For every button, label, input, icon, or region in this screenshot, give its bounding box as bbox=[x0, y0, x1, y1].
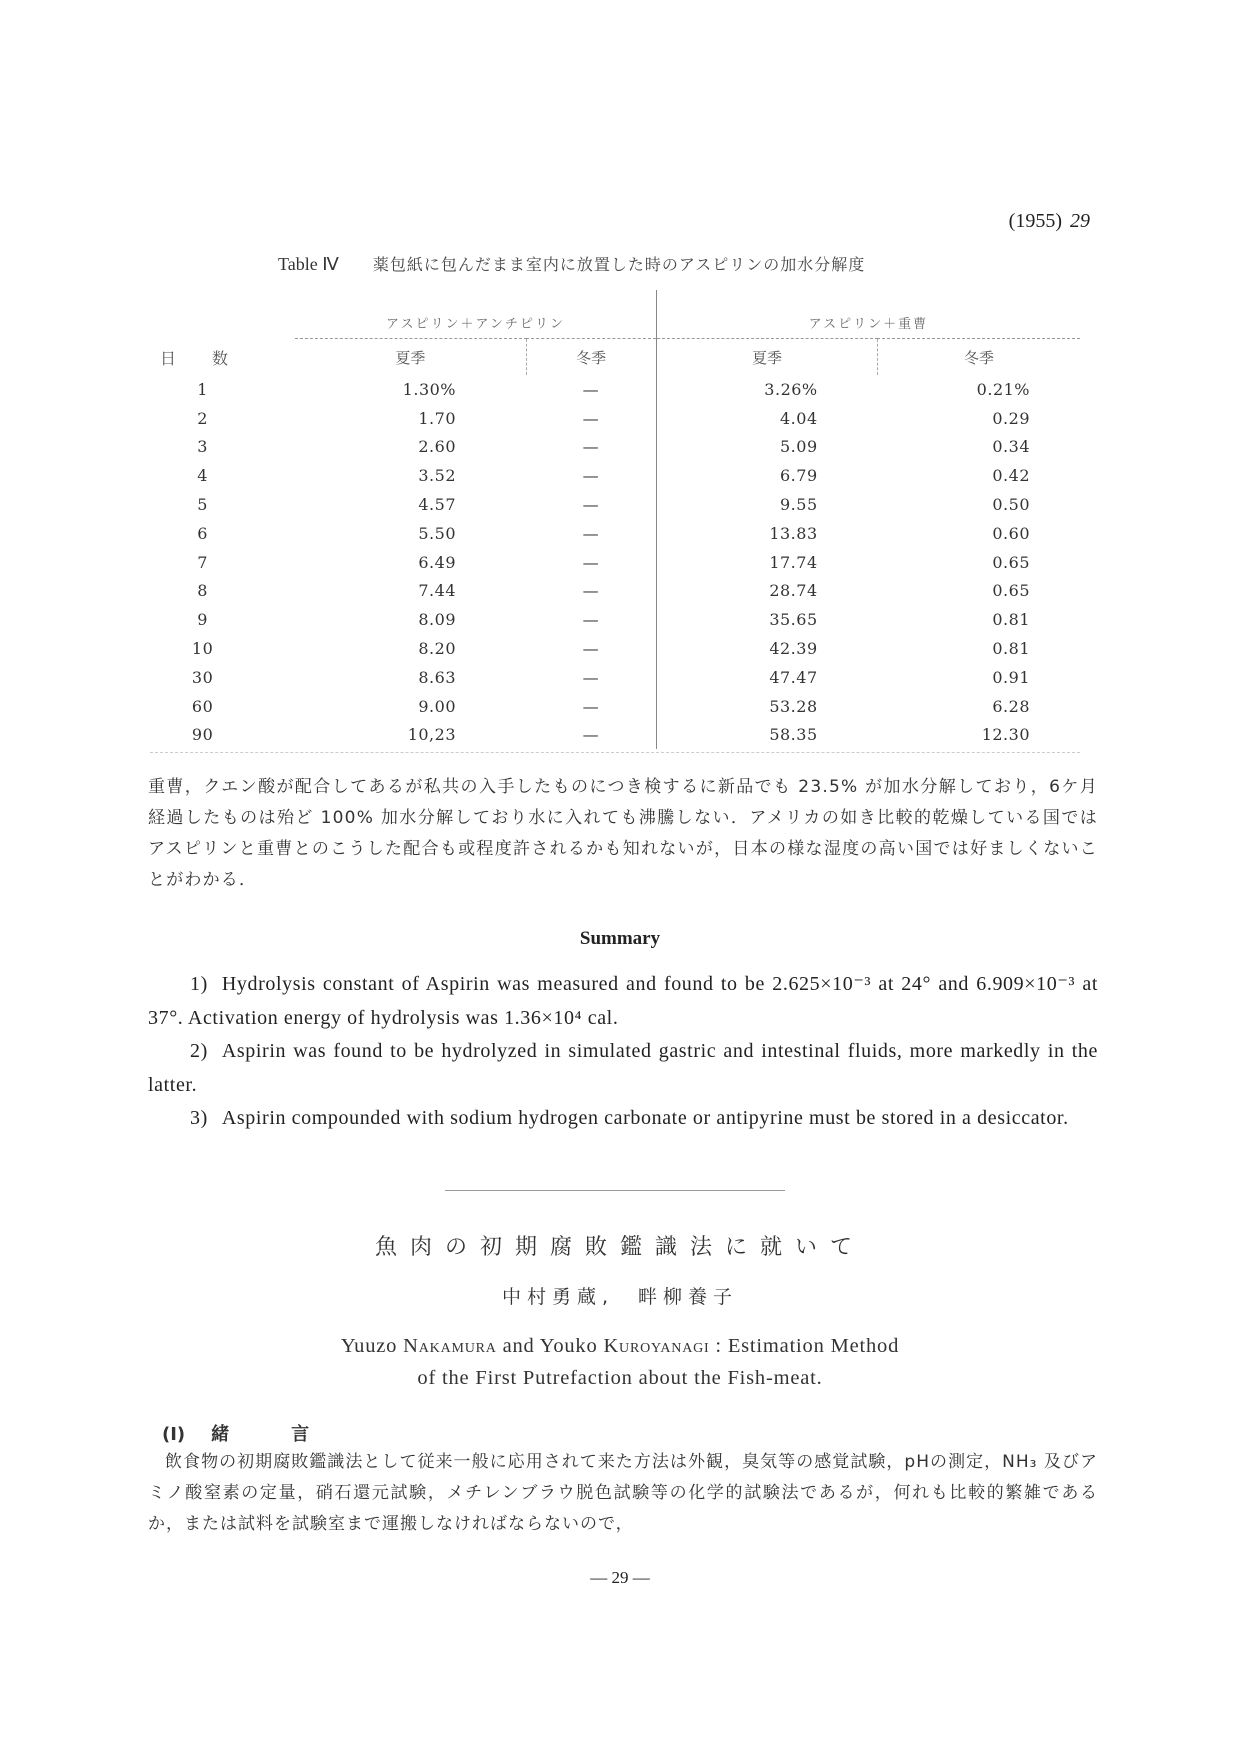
group-header-bicarbonate: アスピリン＋重曹 bbox=[656, 290, 1080, 339]
value-cell: — bbox=[582, 610, 600, 630]
summary-item bbox=[148, 1102, 1098, 1136]
article-title-en-line: of the First Putrefaction about the Fish-meat. bbox=[417, 1367, 823, 1389]
author-surname: Nakamura bbox=[403, 1335, 497, 1357]
table-row bbox=[150, 692, 1080, 721]
value-cell: — bbox=[582, 379, 600, 399]
article-title-en-line bbox=[0, 1330, 1240, 1362]
value-cell: 4.04 bbox=[656, 404, 877, 433]
value-cell: 10,23 bbox=[407, 725, 456, 745]
section-heading bbox=[162, 1420, 371, 1446]
summary-item bbox=[148, 1035, 1098, 1102]
value-cell: 17.74 bbox=[656, 548, 877, 577]
value-cell: 28.74 bbox=[656, 577, 877, 606]
value-cell: — bbox=[582, 696, 600, 716]
table-caption-text: 薬包紙に包んだまま室内に放置した時のアスピリンの加水分解度 bbox=[372, 255, 866, 274]
value-cell: — bbox=[582, 725, 600, 745]
summary-item-text: Hydrolysis constant of Aspirin was measured and found to be 2.625×10⁻³ at 24° and 6.909×10⁻³ at 37°. Activation energy of hydrolysis was 1.36×10⁴ cal. bbox=[148, 973, 1098, 1029]
value-cell: 9.55 bbox=[656, 490, 877, 519]
value-cell: — bbox=[582, 466, 600, 486]
author-surname: Kuroyanagi bbox=[603, 1335, 710, 1357]
value-cell: 58.35 bbox=[656, 721, 877, 750]
value-cell: 6.79 bbox=[656, 461, 877, 490]
table-row bbox=[150, 375, 1080, 404]
value-cell: — bbox=[582, 667, 600, 687]
value-cell: 42.39 bbox=[656, 634, 877, 663]
value-cell: 12.30 bbox=[981, 725, 1030, 745]
summary-item-text: Aspirin compounded with sodium hydrogen carbonate or antipyrine must be stored in a desiccator. bbox=[221, 1107, 1069, 1129]
season-header: 夏季 bbox=[395, 348, 426, 367]
hydrolysis-table bbox=[150, 290, 1080, 749]
section-title: 緒言 bbox=[211, 1424, 372, 1445]
season-header: 冬季 bbox=[878, 339, 1080, 376]
discussion-paragraph: 重曹，クエン酸が配合してあるが私共の入手したものにつき検するに新品でも 23.5% が加水分解しており，6ケ月経過したものは殆ど 100% 加水分解しており水に入れても沸騰しない．アメリカの如き比較的乾燥している国ではアスピリンと重曹とのこうした配合も或程度許されるかも知れないが，日本の様な湿度の高い国では好ましくないことがわかる． bbox=[148, 777, 1098, 890]
table-row bbox=[150, 404, 1080, 433]
day-cell: 4 bbox=[197, 466, 208, 486]
article-title-jp: 魚肉の初期腐敗鑑識法に就いて bbox=[374, 1235, 865, 1260]
value-cell: 0.29 bbox=[992, 408, 1030, 428]
value-cell: 5.50 bbox=[418, 523, 456, 543]
season-header: 冬季 bbox=[526, 339, 656, 376]
day-cell: 3 bbox=[197, 437, 208, 457]
table-row bbox=[150, 548, 1080, 577]
day-cell: 90 bbox=[191, 725, 214, 745]
day-cell: 7 bbox=[197, 552, 208, 572]
table-caption bbox=[278, 252, 865, 275]
table-body bbox=[150, 375, 1080, 749]
value-cell: 0.65 bbox=[992, 581, 1030, 601]
day-cell: 10 bbox=[191, 639, 214, 659]
table-row bbox=[150, 663, 1080, 692]
value-cell: 0.21% bbox=[976, 379, 1030, 399]
table-row bbox=[150, 519, 1080, 548]
value-cell: 8.20 bbox=[418, 639, 456, 659]
value-cell: — bbox=[582, 639, 600, 659]
value-cell: 35.65 bbox=[656, 605, 877, 634]
day-cell: 30 bbox=[191, 667, 214, 687]
title-fragment: : Estimation Method bbox=[709, 1335, 900, 1357]
value-cell: — bbox=[582, 495, 600, 515]
value-cell: — bbox=[582, 408, 600, 428]
summary-item-number: 3) bbox=[190, 1107, 208, 1129]
value-cell: — bbox=[582, 437, 600, 457]
table-row bbox=[150, 461, 1080, 490]
introduction-paragraph: 飲食物の初期腐敗鑑識法として従来一般に応用されて来た方法は外観，臭気等の感覚試験，pHの測定，NH₃ 及びアミノ酸窒素の定量，硝石還元試験，メチレンブラウ脱色試験等の化学的試験法であるが，何れも比較的繁雑であるか，または試料を試験室まで運搬しなければならないので， bbox=[148, 1452, 1098, 1534]
table-row bbox=[150, 634, 1080, 663]
value-cell: 9.00 bbox=[418, 696, 456, 716]
author-joiner: and Youko bbox=[496, 1335, 604, 1357]
days-column-header: 日数 bbox=[160, 349, 265, 368]
value-cell: 3.26% bbox=[656, 375, 877, 404]
value-cell: 0.50 bbox=[992, 495, 1030, 515]
table-row bbox=[150, 490, 1080, 519]
value-cell: — bbox=[582, 523, 600, 543]
day-cell: 2 bbox=[197, 408, 208, 428]
value-cell: 6.28 bbox=[992, 696, 1030, 716]
value-cell: 5.09 bbox=[656, 433, 877, 462]
summary-item-text: Aspirin was found to be hydrolyzed in simulated gastric and intestinal fluids, more markedly in the latter. bbox=[148, 1040, 1098, 1096]
day-cell: 9 bbox=[197, 610, 208, 630]
value-cell: 13.83 bbox=[656, 519, 877, 548]
value-cell: 7.44 bbox=[418, 581, 456, 601]
summary-heading: Summary bbox=[579, 928, 661, 949]
summary-body bbox=[148, 968, 1098, 1136]
day-cell: 8 bbox=[197, 581, 208, 601]
value-cell: 8.63 bbox=[418, 667, 456, 687]
page-number: 29 bbox=[1070, 210, 1090, 232]
article-title-en bbox=[0, 1330, 1240, 1394]
day-cell: 5 bbox=[197, 495, 208, 515]
value-cell: 0.34 bbox=[992, 437, 1030, 457]
value-cell: 6.49 bbox=[418, 552, 456, 572]
summary-item bbox=[148, 968, 1098, 1035]
value-cell: 4.57 bbox=[418, 495, 456, 515]
summary-item-number: 1) bbox=[190, 973, 208, 995]
section-number: (Ⅰ) bbox=[162, 1424, 186, 1445]
day-cell: 6 bbox=[197, 523, 208, 543]
author-name: 畔柳養子 bbox=[638, 1286, 739, 1308]
value-cell: 8.09 bbox=[418, 610, 456, 630]
value-cell: 0.81 bbox=[992, 639, 1030, 659]
page-header bbox=[1009, 210, 1090, 233]
table-row bbox=[150, 577, 1080, 606]
value-cell: 0.60 bbox=[992, 523, 1030, 543]
day-cell: 60 bbox=[191, 696, 214, 716]
table-row bbox=[150, 605, 1080, 634]
value-cell: — bbox=[582, 581, 600, 601]
value-cell: 47.47 bbox=[656, 663, 877, 692]
value-cell: 53.28 bbox=[656, 692, 877, 721]
value-cell: 3.52 bbox=[418, 466, 456, 486]
value-cell: 0.65 bbox=[992, 552, 1030, 572]
summary-item-number: 2) bbox=[190, 1040, 208, 1062]
value-cell: 0.81 bbox=[992, 610, 1030, 630]
group-header-antipyrine: アスピリン＋アンチピリン bbox=[295, 290, 656, 339]
section-divider bbox=[445, 1190, 785, 1191]
value-cell: 1.30% bbox=[402, 379, 456, 399]
value-cell: 2.60 bbox=[418, 437, 456, 457]
page-footer: — 29 — bbox=[590, 1568, 650, 1587]
value-cell: 0.42 bbox=[992, 466, 1030, 486]
season-header: 夏季 bbox=[656, 339, 877, 376]
table-bottom-rule bbox=[150, 752, 1080, 753]
value-cell: — bbox=[582, 552, 600, 572]
author-first-name: Yuuzo bbox=[340, 1335, 404, 1357]
table-label: Table Ⅳ bbox=[278, 254, 339, 274]
value-cell: 1.70 bbox=[418, 408, 456, 428]
day-cell: 1 bbox=[197, 379, 208, 399]
table-row bbox=[150, 721, 1080, 750]
article-authors-jp bbox=[0, 1282, 1240, 1309]
table-row bbox=[150, 433, 1080, 462]
value-cell: 0.91 bbox=[992, 667, 1030, 687]
journal-year: (1955) bbox=[1008, 210, 1062, 232]
author-name: 中村勇蔵, bbox=[501, 1286, 615, 1308]
